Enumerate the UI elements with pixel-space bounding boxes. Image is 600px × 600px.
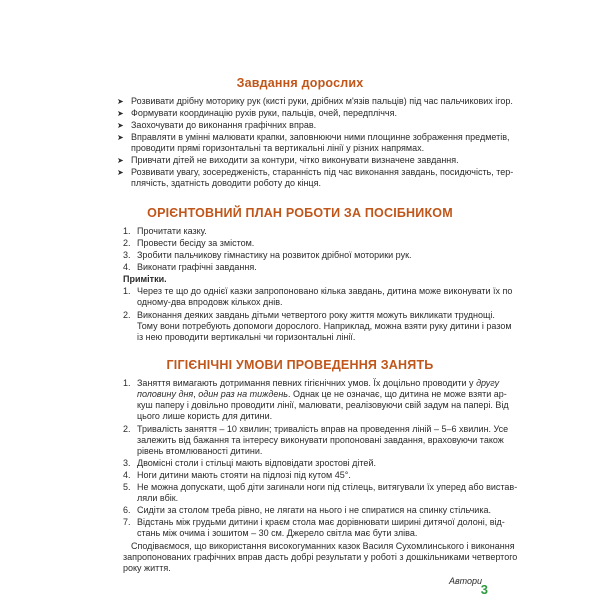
item-text: Ноги дитини мають стояти на підлозі під кутом 45°. [137, 470, 351, 480]
item-text: Сидіти за столом треба рівно, не лягати на нього і не спиратися на спинку стільчика. [137, 505, 491, 515]
list-item: Розвивати дрібну моторику рук (кисті руки, дрібних м'язів пальців) під час пальчикових ігор. [131, 96, 513, 106]
bullet-arrow-icon: ➤ [117, 121, 124, 130]
step-text: Провести бесіду за змістом. [137, 238, 255, 248]
item-text: рівень втомлюваності дитини. [137, 446, 263, 456]
note-text: одному-два впродовж кількох днів. [137, 297, 283, 307]
closing-line: року життя. [123, 563, 171, 573]
list-item: Вправляти в умінні малювати крапки, заповнюючи ними площинне зображення предметів, [131, 132, 510, 142]
step-text: Виконати графічні завдання. [137, 262, 257, 272]
item-text: половину дня, один раз на тиждень. Однак це не означає, що дитина не може взяти ар- [137, 389, 507, 399]
step-number: 3. [123, 250, 131, 260]
item-text: цього лише користь для дитини. [137, 411, 273, 421]
item-text: ляли вбік. [137, 493, 179, 503]
step-number: 4. [123, 262, 131, 272]
bullet-arrow-icon: ➤ [117, 109, 124, 118]
section-title-work-plan: ОРІЄНТОВНИЙ ПЛАН РОБОТИ ЗА ПОСІБНИКОМ [147, 206, 453, 220]
step-text: Зробити пальчикову гімнастику на розвиток дрібної моторики рук. [137, 250, 412, 260]
bullet-arrow-icon: ➤ [117, 168, 124, 177]
author-signature: Автори [449, 576, 483, 586]
list-item-continuation: плячість, здатність доводити роботу до кінця. [131, 178, 321, 188]
item-text: стань між очима і зошитом – 30 см. Джерело світла має бути зліва. [137, 528, 418, 538]
item-number: 2. [123, 424, 131, 434]
item-text: Двомісні столи і стільці мають відповідати зростові дітей. [137, 458, 376, 468]
note-text: Тому вони потребують допомоги дорослого. Наприклад, можна взяти руку дитини і разом [137, 321, 512, 331]
list-item: Заохочувати до виконання графічних вправ. [131, 120, 317, 130]
step-number: 2. [123, 238, 131, 248]
item-number: 1. [123, 378, 131, 388]
bullet-arrow-icon: ➤ [117, 156, 124, 165]
note-text: Через те що до однієї казки запропоновано кілька завдань, дитина може виконувати їх по [137, 286, 513, 296]
note-text: із нею проводити вертикальні чи горизонтальні лінії. [137, 332, 356, 342]
step-number: 1. [123, 226, 131, 236]
notes-label: Примітки. [123, 274, 167, 284]
step-text: Прочитати казку. [137, 226, 207, 236]
item-number: 3. [123, 458, 131, 468]
note-text: Виконання деяких завдань дітьми четвертого року життя можуть викликати труднощі. [137, 310, 495, 320]
closing-line: Сподіваємося, що використання високогуманних казок Василя Сухомлинського і виконання [131, 541, 515, 551]
closing-line: запропонованих графічних вправ дасть добрі результати у роботі з дошкільниками четвертого [123, 552, 518, 562]
item-text: Заняття вимагають дотримання певних гігієнічних умов. Їх доцільно проводити у другу [137, 378, 500, 388]
item-number: 4. [123, 470, 131, 480]
item-number: 5. [123, 482, 131, 492]
list-item: Формувати координацію рухів руки, пальців, очей, передпліччя. [131, 108, 397, 118]
page-number: 3 [480, 582, 488, 597]
list-item: Розвивати увагу, зосередженість, старанність під час виконання завдань, посидючість, тер- [131, 167, 514, 177]
item-text: Відстань між грудьми дитини і краєм стола має дорівнювати ширині дитячої долоні, від- [137, 517, 505, 527]
item-text: залежить від бажання та інтересу виконувати пропоновані завдання, враховуючи також [137, 435, 504, 445]
section-title-adult-tasks: Завдання дорослих [236, 76, 364, 90]
item-text: куш паперу і довільно проводити лінії, малювати, реалізовуючи свій задум на папері. Від [137, 400, 509, 410]
list-item: Привчати дітей не виходити за контури, чітко виконувати визначене завдання. [131, 155, 459, 165]
list-item-continuation: проводити прямі горизонтальні та вертикальні лінії у різних напрямах. [131, 143, 425, 153]
item-number: 6. [123, 505, 131, 515]
note-number: 1. [123, 286, 131, 296]
section-title-hygiene: ГІГІЄНІЧНІ УМОВИ ПРОВЕДЕННЯ ЗАНЯТЬ [166, 358, 434, 372]
bullet-arrow-icon: ➤ [117, 97, 124, 106]
item-text: Тривалість заняття – 10 хвилин; тривалість вправ на проведення ліній – 5–6 хвилин. Усе [137, 424, 509, 434]
bullet-arrow-icon: ➤ [117, 133, 124, 142]
item-text: Не можна допускати, щоб діти загинали ноги під стілець, витягували їх уперед або вистав- [137, 482, 518, 492]
note-number: 2. [123, 310, 131, 320]
item-number: 7. [123, 517, 131, 527]
